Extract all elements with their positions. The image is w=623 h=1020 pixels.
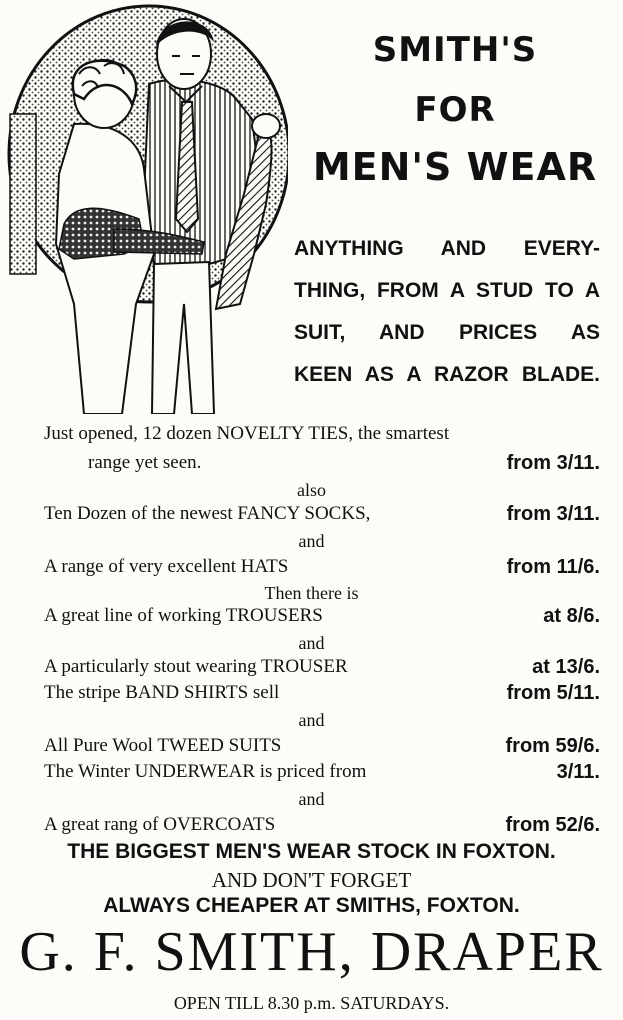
intro-line: ANYTHING AND EVERY- <box>294 237 600 260</box>
item-hats-text: A range of very excellent HATS <box>44 556 289 577</box>
item-hats-price: from 11/6. <box>506 556 600 578</box>
cheaper-line: ALWAYS CHEAPER AT SMITHS, FOXTON. <box>103 894 520 917</box>
item-underwear-price: 3/11. <box>556 761 600 783</box>
intro-text <box>294 228 600 396</box>
item-ties-text: Just opened, 12 dozen NOVELTY TIES, the smartest <box>44 423 450 444</box>
intro-line: SUIT, AND PRICES AS <box>294 321 600 344</box>
item-overcoats-price: from 52/6. <box>505 814 600 836</box>
item-suits-text: All Pure Wool TWEED SUITS <box>44 735 282 756</box>
connector-and: and <box>298 710 325 730</box>
heading-line-2: FOR <box>414 90 496 130</box>
connector-and: and <box>298 789 325 809</box>
item-socks-text: Ten Dozen of the newest FANCY SOCKS, <box>44 503 371 524</box>
intro-line: THING, FROM A STUD TO A <box>294 279 600 302</box>
connector-and: and <box>298 531 325 551</box>
item-ties-text-cont: range yet seen. <box>88 452 202 473</box>
connector-also: also <box>297 480 326 500</box>
heading-line-3: MEN'S WEAR <box>312 145 598 189</box>
item-suits-price: from 59/6. <box>505 735 600 757</box>
item-shirts-price: from 5/11. <box>506 682 600 704</box>
connector-then: Then there is <box>264 583 359 603</box>
item-underwear-text: The Winter UNDERWEAR is priced from <box>44 761 367 782</box>
couple-with-tie-illustration <box>4 4 288 414</box>
item-trousers-1-text: A great line of working TROUSERS <box>44 605 323 626</box>
item-overcoats-text: A great rang of OVERCOATS <box>44 814 276 835</box>
item-trousers-2-text: A particularly stout wearing TROUSER <box>44 656 348 677</box>
item-trousers-2-price: at 13/6. <box>532 656 600 678</box>
opening-hours: OPEN TILL 8.30 p.m. SATURDAYS. <box>173 993 450 1013</box>
item-socks-price: from 3/11. <box>506 503 600 525</box>
connector-and: and <box>298 633 325 653</box>
heading-line-1: SMITH'S <box>372 30 538 70</box>
store-name: G. F. SMITH, DRAPER <box>19 921 604 983</box>
item-ties-price: from 3/11. <box>506 452 600 474</box>
intro-line: KEEN AS A RAZOR BLADE. <box>294 363 600 386</box>
item-shirts-text: The stripe BAND SHIRTS sell <box>44 682 280 703</box>
biggest-stock-line: THE BIGGEST MEN'S WEAR STOCK IN FOXTON. <box>67 840 556 863</box>
dont-forget-line: AND DON'T FORGET <box>211 868 412 892</box>
item-trousers-1-price: at 8/6. <box>543 605 600 627</box>
